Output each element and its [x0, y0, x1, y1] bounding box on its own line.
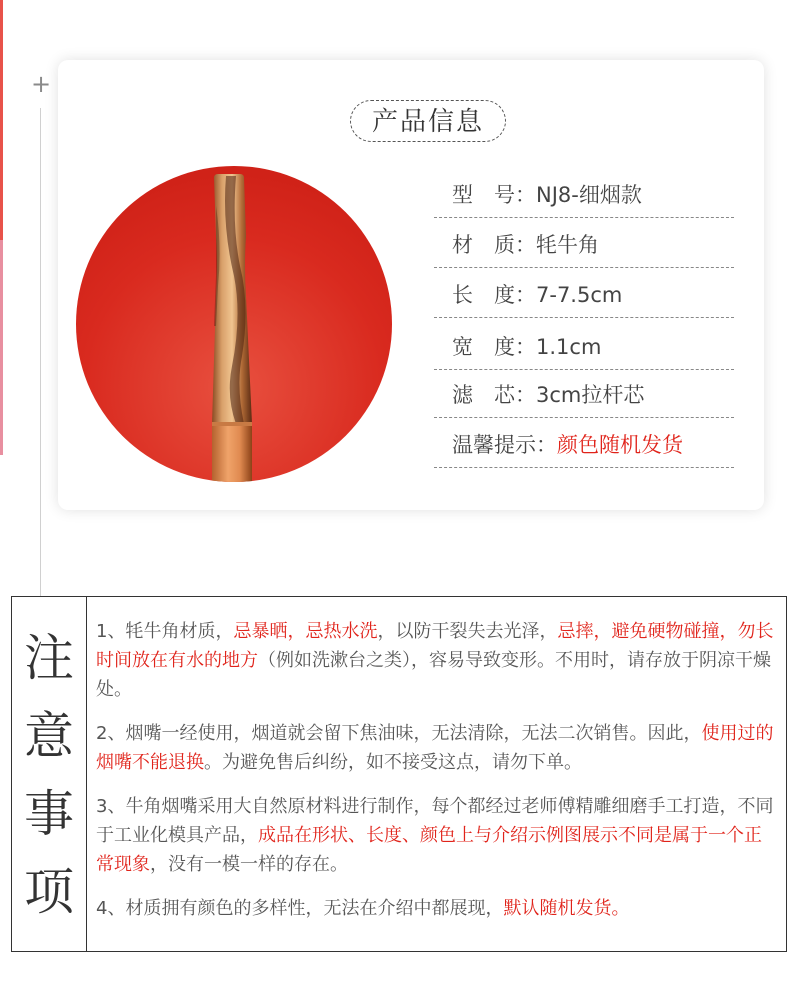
- spec-row-filter: [434, 378, 734, 418]
- notice-box: [11, 596, 787, 952]
- spec-row-length: [434, 278, 734, 318]
- notice-title-char: 项: [24, 863, 74, 921]
- decorative-vertical-line: [40, 108, 41, 596]
- spec-value-highlight: 颜色随机发货: [557, 433, 683, 457]
- spec-row-width: [434, 330, 734, 370]
- spec-label: 温馨提示：: [452, 433, 557, 457]
- spec-value: 3cm拉杆芯: [536, 383, 645, 407]
- product-photo: [76, 166, 392, 482]
- notice-text: 3、牛角烟嘴采用大自然原材料进行制作，每个都经过老师傅精雕细磨手工打造，不同于工业化模具产品，: [96, 796, 774, 846]
- notice-text-highlight: 使用过的烟嘴不能退换: [96, 723, 774, 773]
- spec-label: 长 度：: [452, 283, 536, 307]
- notice-title-char: 注: [24, 629, 74, 687]
- spec-row-tip: [434, 428, 734, 468]
- notice-item-2: [96, 719, 778, 777]
- notice-item-1: [96, 617, 778, 704]
- notice-item-3: [96, 792, 778, 879]
- notice-divider: [86, 597, 87, 951]
- cigarette-holder-illustration: [76, 166, 392, 482]
- card-title: 产品信息: [350, 100, 506, 142]
- spec-value: 牦牛角: [536, 233, 599, 257]
- notice-text-highlight: 默认随机发货。: [503, 898, 630, 919]
- notice-text: （例如洗漱台之类），容易导致变形。不用时，请存放于阴凉干燥处。: [96, 650, 771, 700]
- notice-text-highlight: 忌暴晒，忌热水洗: [233, 621, 378, 642]
- product-info-card: [58, 60, 764, 510]
- spec-value: NJ8-细烟款: [536, 183, 642, 207]
- notice-text: 。为避免售后纠纷，如不接受这点，请勿下单。: [204, 752, 582, 773]
- notice-text-highlight: 成品在形状、长度、颜色上与介绍示例图展示不同是属于一个正常现象: [96, 825, 762, 875]
- spec-label: 材 质：: [452, 233, 536, 257]
- spec-label: 滤 芯：: [452, 383, 536, 407]
- spec-label: 型 号：: [452, 183, 536, 207]
- notice-text: 4、材质拥有颜色的多样性，无法在介绍中都展现，: [96, 898, 504, 919]
- spec-row-model: [434, 178, 734, 218]
- spec-value: 7-7.5cm: [536, 283, 623, 307]
- notice-title: [12, 619, 86, 931]
- notice-title-char: 事: [24, 785, 74, 843]
- spec-label: 宽 度：: [452, 335, 536, 359]
- notice-text: 2、烟嘴一经使用，烟道就会留下焦油味，无法清除，无法二次销售。因此，: [96, 723, 702, 744]
- notice-item-4: [96, 894, 778, 923]
- plus-icon: +: [31, 70, 52, 98]
- left-red-stripe: [0, 0, 3, 240]
- left-pink-stripe: [0, 240, 3, 455]
- spec-value: 1.1cm: [536, 335, 602, 359]
- notice-text: ，没有一模一样的存在。: [150, 854, 348, 875]
- notice-body: [96, 617, 778, 938]
- notice-text: 1、牦牛角材质，: [96, 621, 234, 642]
- notice-text: ，以防干裂失去光泽，: [377, 621, 558, 642]
- notice-title-char: 意: [24, 707, 74, 765]
- notice-text-highlight: 忌摔，避免硬物碰撞，勿长时间放在有水的地方: [96, 621, 774, 671]
- spec-row-material: [434, 228, 734, 268]
